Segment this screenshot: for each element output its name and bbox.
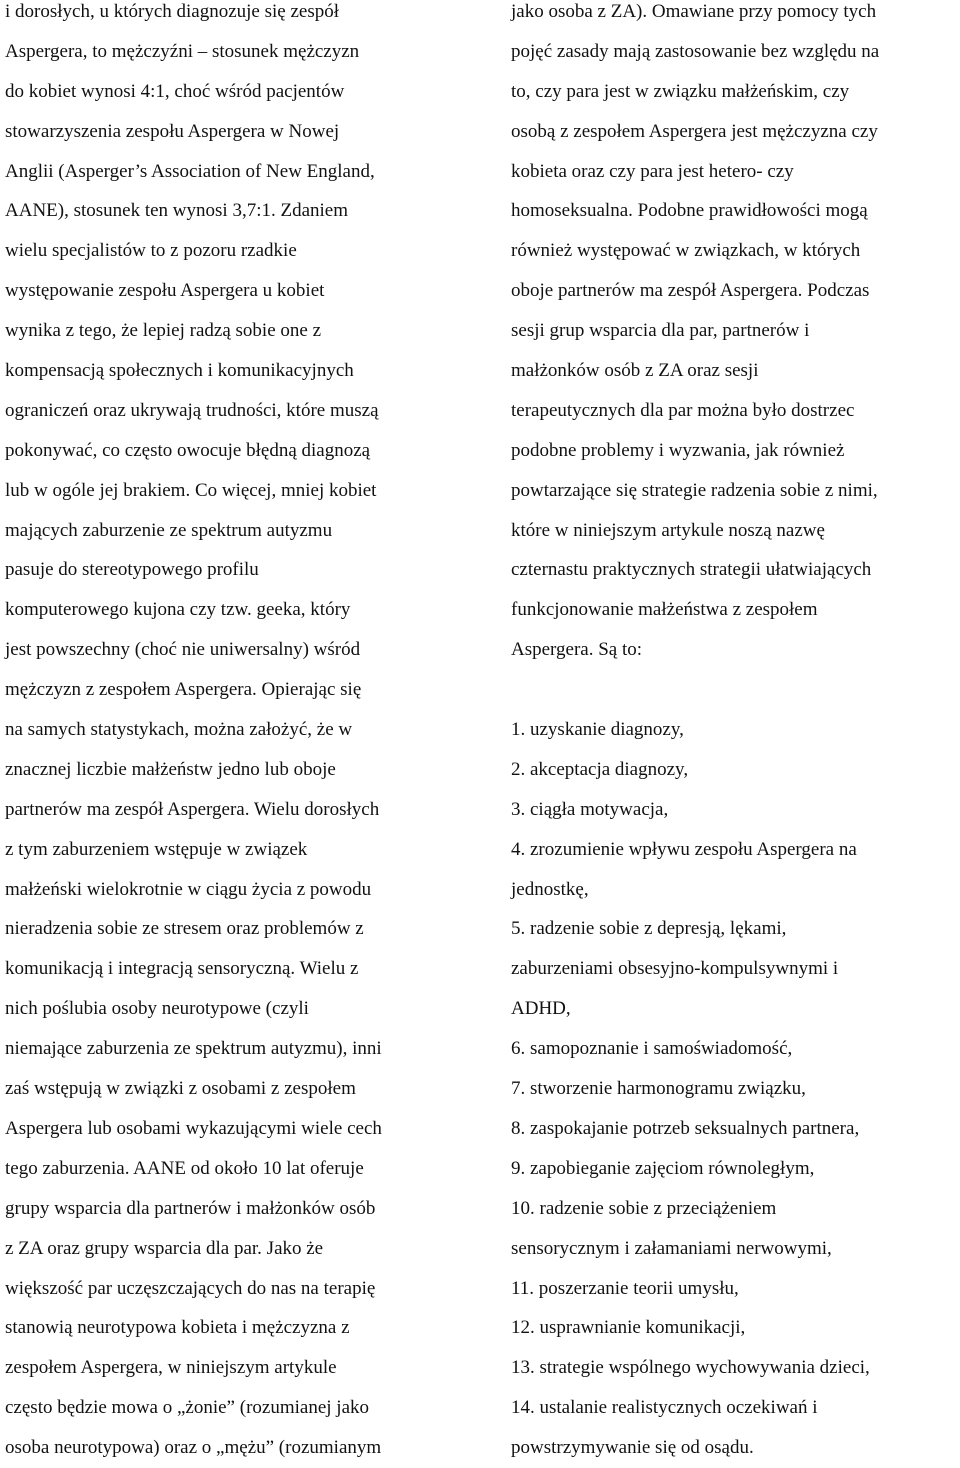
text-line: AANE), stosunek ten wynosi 3,7:1. Zdaniem <box>5 200 349 222</box>
text-line: homoseksualna. Podobne prawidłowości mogą <box>511 200 868 222</box>
list-item-line: 11. poszerzanie teorii umysłu, <box>511 1277 739 1299</box>
list-item-line: 9. zapobieganie zajęciom równoległym, <box>511 1157 815 1179</box>
text-line: znacznej liczbie małżeństw jedno lub oboje <box>5 758 336 780</box>
list-item-line: ADHD, <box>511 998 571 1020</box>
list-item-line: 10. radzenie sobie z przeciążeniem <box>511 1197 777 1219</box>
strategy-list <box>511 710 960 1468</box>
text-line: partnerów ma zespół Aspergera. Wielu dorosłych <box>5 798 380 820</box>
list-item-line: 1. uzyskanie diagnozy, <box>511 719 684 741</box>
text-line: podobne problemy i wyzwania, jak również <box>511 439 845 461</box>
text-line: niemające zaburzenia ze spektrum autyzmu), inni <box>5 1038 382 1060</box>
text-line: terapeutycznych dla par można było dostrzec <box>511 399 855 421</box>
text-line: Aspergera lub osobami wykazującymi wiele cech <box>5 1117 382 1139</box>
text-line: lub w ogóle jej brakiem. Co więcej, mniej kobiet <box>5 479 377 501</box>
text-line: małżonków osób z ZA oraz sesji <box>511 360 759 382</box>
list-item-line: 7. stworzenie harmonogramu związku, <box>511 1078 806 1100</box>
text-line: Aspergera, to mężczyźni – stosunek mężczyzn <box>5 40 360 62</box>
text-line: stowarzyszenia zespołu Aspergera w Nowej <box>5 120 340 142</box>
text-line: do kobiet wynosi 4:1, choć wśród pacjentów <box>5 80 345 102</box>
text-line: kobieta oraz czy para jest hetero- czy <box>511 160 794 182</box>
text-line: jest powszechny (choć nie uniwersalny) wśród <box>5 639 361 661</box>
text-line: grupy wsparcia dla partnerów i małżonków osób <box>5 1197 376 1219</box>
list-item-line: powstrzymywanie się od osądu. <box>511 1437 754 1459</box>
text-line: oboje partnerów ma zespół Aspergera. Podczas <box>511 280 870 302</box>
text-line: występowanie zespołu Aspergera u kobiet <box>5 280 325 302</box>
text-line: z ZA oraz grupy wsparcia dla par. Jako że <box>5 1237 324 1259</box>
text-line: sesji grup wsparcia dla par, partnerów i <box>511 320 810 342</box>
text-line: nieradzenia sobie ze stresem oraz problemów z <box>5 918 364 940</box>
text-line: zaś wstępują w związki z osobami z zespołem <box>5 1078 356 1100</box>
text-line: czternastu praktycznych strategii ułatwiających <box>511 559 872 581</box>
list-item-line: 14. ustalanie realistycznych oczekiwań i <box>511 1397 818 1419</box>
text-line: komputerowego kujona czy tzw. geeka, który <box>5 599 351 621</box>
left-text-column <box>5 0 483 1468</box>
list-item-line: jednostkę, <box>511 878 589 900</box>
text-line: wielu specjalistów to z pozoru rzadkie <box>5 240 297 262</box>
text-line: komunikacją i integracją sensoryczną. Wielu z <box>5 958 359 980</box>
list-item-line: 8. zaspokajanie potrzeb seksualnych partnera, <box>511 1117 860 1139</box>
list-item-line: 12. usprawnianie komunikacji, <box>511 1317 746 1339</box>
text-line: mających zaburzenie ze spektrum autyzmu <box>5 519 333 541</box>
text-line: kompensacją społecznych i komunikacyjnych <box>5 360 354 382</box>
list-item-line: 3. ciągła motywacja, <box>511 798 669 820</box>
text-line: które w niniejszym artykule noszą nazwę <box>511 519 825 541</box>
text-line: zespołem Aspergera, w niniejszym artykule <box>5 1357 337 1379</box>
text-line: na samych statystykach, można założyć, że w <box>5 719 353 741</box>
text-line: Aspergera. Są to: <box>511 639 643 661</box>
text-line: wynika z tego, że lepiej radzą sobie one z <box>5 320 321 342</box>
list-item-line: zaburzeniami obsesyjno-kompulsywnymi i <box>511 958 839 980</box>
right-text-column <box>511 0 960 1468</box>
text-line: pasuje do stereotypowego profilu <box>5 559 259 581</box>
text-line: często będzie mowa o „żonie” (rozumianej jako <box>5 1397 369 1419</box>
text-line: Anglii (Asperger’s Association of New England, <box>5 160 375 182</box>
text-line: osoba neurotypowa) oraz o „mężu” (rozumianym <box>5 1437 382 1459</box>
list-item-line: 2. akceptacja diagnozy, <box>511 758 689 780</box>
text-line: pojęć zasady mają zastosowanie bez względu na <box>511 40 880 62</box>
list-item-line: 6. samopoznanie i samoświadomość, <box>511 1038 793 1060</box>
text-line: małżeński wielokrotnie w ciągu życia z powodu <box>5 878 372 900</box>
text-line: funkcjonowanie małżeństwa z zespołem <box>511 599 818 621</box>
text-line: stanowią neurotypowa kobieta i mężczyzna z <box>5 1317 350 1339</box>
text-line: nich poślubia osoby neurotypowe (czyli <box>5 998 309 1020</box>
text-line: z tym zaburzeniem wstępuje w związek <box>5 838 308 860</box>
list-item-line: sensorycznym i załamaniami nerwowymi, <box>511 1237 832 1259</box>
text-line: również występować w związkach, w których <box>511 240 861 262</box>
list-item-line: 4. zrozumienie wpływu zespołu Aspergera na <box>511 838 857 860</box>
text-line: osobą z zespołem Aspergera jest mężczyzna czy <box>511 120 878 142</box>
text-line: i dorosłych, u których diagnozuje się zespół <box>5 1 340 22</box>
text-line: jako osoba z ZA). Omawiane przy pomocy tych <box>511 1 877 22</box>
list-item-line: 5. radzenie sobie z depresją, lękami, <box>511 918 787 940</box>
text-line: większość par uczęszczających do nas na terapię <box>5 1277 376 1299</box>
paragraph-gap <box>511 670 960 710</box>
text-line: powtarzające się strategie radzenia sobie z nimi, <box>511 479 878 501</box>
right-intro-paragraph <box>511 0 960 670</box>
text-line: to, czy para jest w związku małżeńskim, czy <box>511 80 850 102</box>
text-line: pokonywać, co często owocuje błędną diagnozą <box>5 439 371 461</box>
text-line: tego zaburzenia. AANE od około 10 lat oferuje <box>5 1157 364 1179</box>
text-line: ograniczeń oraz ukrywają trudności, które muszą <box>5 399 379 421</box>
list-item-line: 13. strategie wspólnego wychowywania dzieci, <box>511 1357 870 1379</box>
text-line: mężczyzn z zespołem Aspergera. Opierając się <box>5 679 362 701</box>
